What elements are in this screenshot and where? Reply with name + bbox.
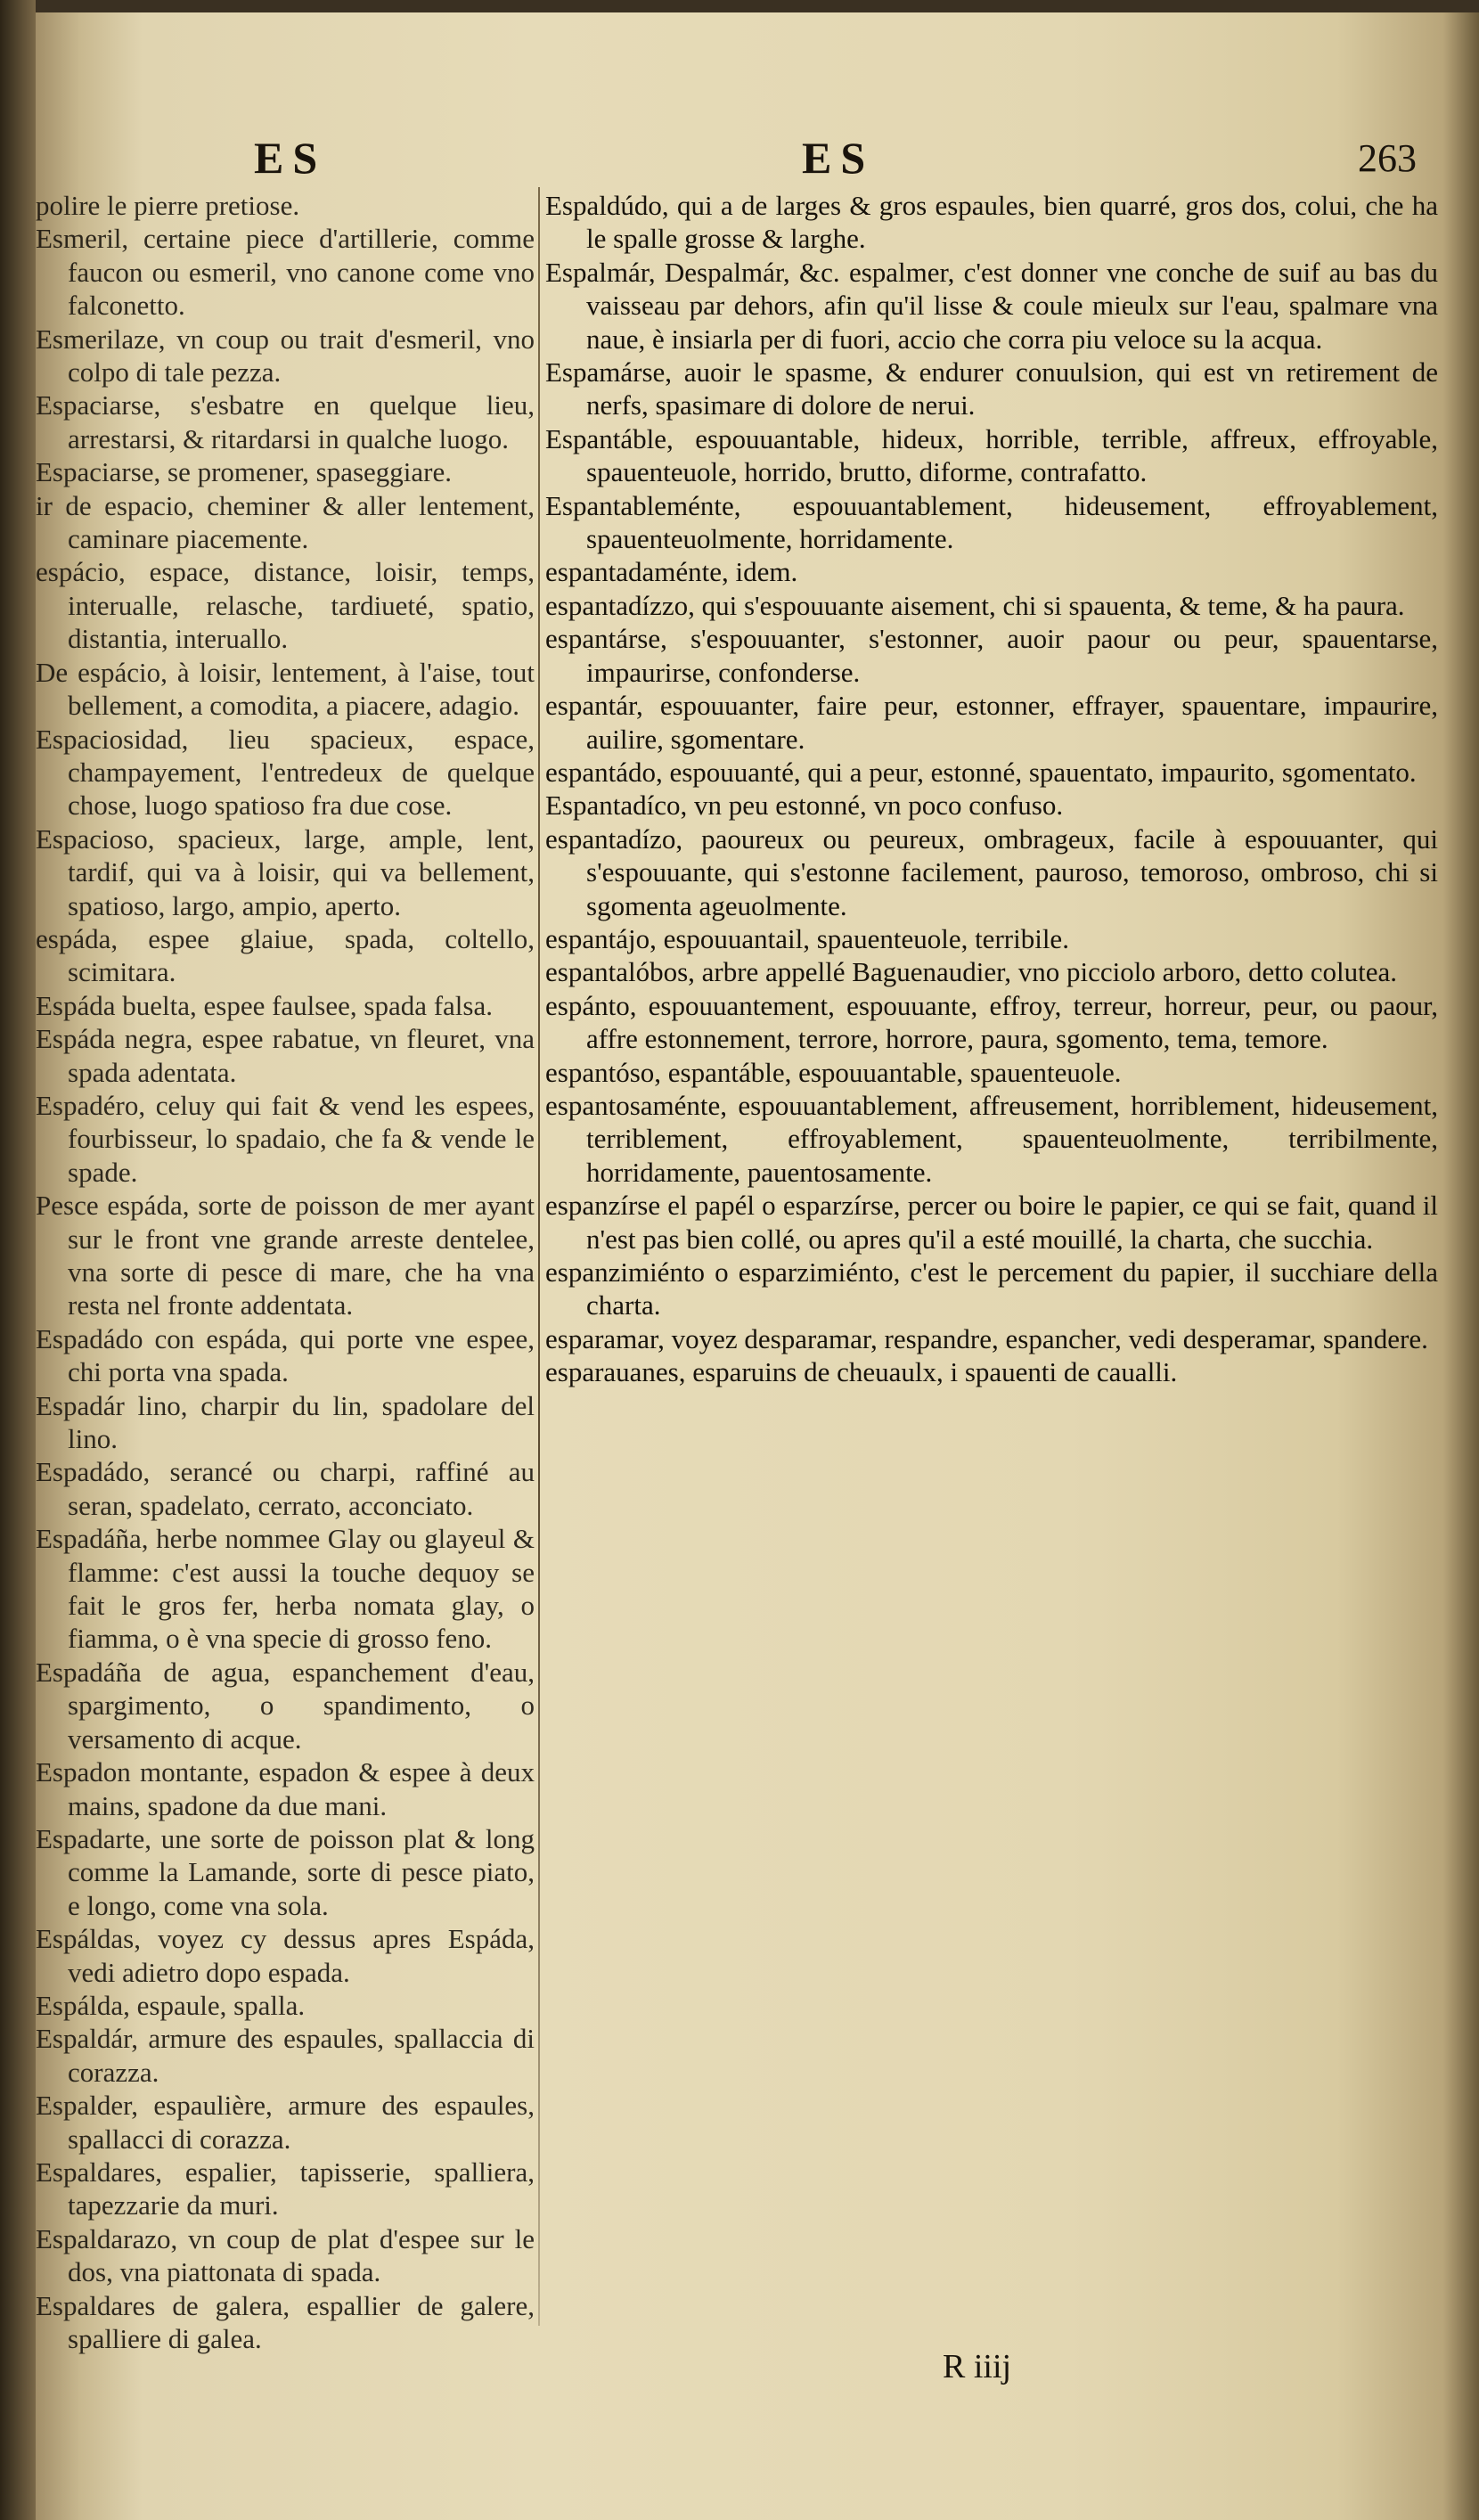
dictionary-entry: Espáldas, voyez cy dessus apres Espáda, vedi adietro dopo espada. <box>36 1923 535 1988</box>
dictionary-entry: Espadéro, celuy qui fait & vend les espees, fourbisseur, lo spadaio, che fa & vende le spade. <box>36 1089 535 1188</box>
dictionary-entry: Espadádo con espáda, qui porte vne espee, chi porta vna spada. <box>36 1322 535 1388</box>
dictionary-entry: Espaldares de galera, espallier de galere, spalliere di galea. <box>36 2289 535 2354</box>
dictionary-entry: espáda, espee glaiue, spada, coltello, scimitara. <box>36 922 535 988</box>
dictionary-entry: espantájo, espouuantail, spauenteuole, terribile. <box>545 922 1069 954</box>
dictionary-entry: espantádo, espouuanté, qui a peur, estonné, spauentato, impaurito, sgomentato. <box>545 756 1417 788</box>
dictionary-entry: espantosaménte, espouuantablement, affreusement, horriblement, hideusement, terriblement, effroyablement, spauenteuolmente, terribilmente, horridamente, pauentosamente. <box>545 1089 1438 1188</box>
dictionary-entry: Espadarte, une sorte de poisson plat & long comme la Lamande, sorte di pesce piato, e longo, come vna sola. <box>36 1822 535 1921</box>
dictionary-entry: espantadízo, paoureux ou peureux, ombrageux, facile à espouuanter, qui s'espouuante, qui s'estonne facilement, pauroso, temoroso, ombroso, chi si sgomenta ageuolmente. <box>545 822 1438 921</box>
dictionary-entry: espánto, espouuantement, espouuante, effroy, terreur, horreur, peur, ou paour, affre estonnement, terrore, horrore, paura, sgomento, tema, temore. <box>545 989 1438 1055</box>
dictionary-entry: De espácio, à loisir, lentement, à l'aise, tout bellement, a comodita, a piacere, adagio. <box>36 656 535 722</box>
dictionary-entry: Espacioso, spacieux, large, ample, lent, tardif, qui va à loisir, qui va bellement, spatioso, largo, ampio, aperto. <box>36 822 535 921</box>
dictionary-entry: esparamar, voyez desparamar, respandre, espancher, vedi desperamar, spandere. <box>545 1322 1428 1354</box>
dictionary-entry: Pesce espáda, sorte de poisson de mer ayant sur le front vne grande arreste dentelee, vna sorte di pesce di mare, che ha vna resta nel fronte addentata. <box>36 1190 535 1321</box>
dictionary-entry: espanzimiénto o esparzimiénto, c'est le percement du papier, il succhiare della charta. <box>545 1256 1438 1321</box>
running-head-center: ES <box>802 133 875 183</box>
dictionary-entry: Espantableménte, espouuantablement, hideusement, effroyablement, spauenteuolmente, horridamente. <box>545 489 1438 555</box>
dictionary-entry: Espaciarse, s'esbatre en quelque lieu, arrestarsi, & ritardarsi in qualche luogo. <box>36 389 535 454</box>
dictionary-entry: espantadaménte, idem. <box>545 556 798 588</box>
dictionary-entry: espantárse, s'espouuanter, s'estonner, auoir paour ou peur, spauentarse, impaurirse, confonderse. <box>545 623 1438 688</box>
dictionary-entry: Espantadíco, vn peu estonné, vn poco confuso. <box>545 790 1064 822</box>
column-divider <box>538 187 540 2326</box>
dictionary-entry: Espálda, espaule, spalla. <box>36 1989 306 2021</box>
dictionary-entry: espanzírse el papél o esparzírse, percer ou boire le papier, ce qui se fait, quand il n'est pas bien collé, ou apres qu'il a esté mouillé, la charta, che succhia. <box>545 1190 1438 1255</box>
dictionary-entry: Espadáña de agua, espanchement d'eau, spargimento, o spandimento, o versamento di acque. <box>36 1656 535 1755</box>
dictionary-entry: Espaciarse, se promener, spaseggiare. <box>36 456 452 488</box>
dictionary-entry: Espadáña, herbe nommee Glay ou glayeul & flamme: c'est aussi la touche dequoy se fait le gros fer, herba nomata glay, o fiamma, o è vna specie di grosso feno. <box>36 1523 535 1655</box>
dictionary-entry: espácio, espace, distance, loisir, temps, interualle, relasche, tardiueté, spatio, distantia, interuallo. <box>36 556 535 655</box>
dictionary-entry: espantóso, espantáble, espouuantable, spauenteuole. <box>545 1056 1122 1088</box>
signature-mark: R iiij <box>943 2348 1012 2385</box>
dictionary-entry: ir de espacio, cheminer & aller lentement, caminare piacemente. <box>36 489 535 555</box>
right-column <box>545 189 1438 1389</box>
binding-gutter <box>0 0 36 2520</box>
dictionary-entry: Esmerilaze, vn coup ou trait d'esmeril, vno colpo di tale pezza. <box>36 323 535 389</box>
dictionary-entry: esparauanes, esparuins de cheuaulx, i spauenti de caualli. <box>545 1356 1178 1388</box>
dictionary-entry: Espáda negra, espee rabatue, vn fleuret, vna spada adentata. <box>36 1023 535 1088</box>
dictionary-entry: Espáda buelta, espee faulsee, spada falsa. <box>36 989 493 1021</box>
dictionary-entry: Espalmár, Despalmár, &c. espalmer, c'est donner vne conche de suif au bas du vaisseau par dehors, afin qu'il lisse & coule mieulx sur l'eau, spalmare vna naue, è insiarla per di fuori, accio che corra piu veloce su la acqua. <box>545 256 1438 355</box>
dictionary-entry: Espadár lino, charpir du lin, spadolare del lino. <box>36 1389 535 1455</box>
dictionary-entry: Espaldarazo, vn coup de plat d'espee sur le dos, vna piattonata di spada. <box>36 2222 535 2288</box>
dictionary-entry: espantalóbos, arbre appellé Baguenaudier, vno picciolo arboro, detto colutea. <box>545 956 1397 988</box>
dictionary-entry: espantár, espouuanter, faire peur, estonner, effrayer, spauentare, impaurire, auilire, sgomentare. <box>545 690 1438 755</box>
dictionary-entry: Espalder, espaulière, armure des espaules, spallacci di corazza. <box>36 2090 535 2155</box>
dictionary-entry: Espaldúdo, qui a de larges & gros espaules, bien quarré, gros dos, colui, che ha le spalle grosse & larghe. <box>545 190 1438 255</box>
top-edge <box>0 0 1479 12</box>
dictionary-entry: Espaciosidad, lieu spacieux, espace, champayement, l'entredeux de quelque chose, luogo spatioso fra due cose. <box>36 723 535 822</box>
left-column <box>36 189 535 2355</box>
dictionary-entry: Espaldares, espalier, tapisserie, spalliera, tapezzarie da muri. <box>36 2156 535 2221</box>
dictionary-entry: Espadádo, serancé ou charpi, raffiné au seran, spadelato, cerrato, acconciato. <box>36 1456 535 1521</box>
dictionary-entry: polire le pierre pretiose. <box>36 190 300 221</box>
dictionary-entry: Espantáble, espouuantable, hideux, horrible, terrible, affreux, effroyable, spauenteuole, horrido, brutto, diforme, contrafatto. <box>545 422 1438 488</box>
page-number: 263 <box>1358 136 1417 180</box>
dictionary-entry: Espamárse, auoir le spasme, & endurer conuulsion, qui est vn retirement de nerfs, spasimare di dolore de nerui. <box>545 356 1438 421</box>
dictionary-entry: Espaldár, armure des espaules, spallaccia di corazza. <box>36 2023 535 2088</box>
dictionary-entry: Espadon montante, espadon & espee à deux mains, spadone da due mani. <box>36 1756 535 1821</box>
dictionary-entry: espantadízzo, qui s'espouuante aisement, chi si spauenta, & teme, & ha paura. <box>545 589 1405 621</box>
dictionary-entry: Esmeril, certaine piece d'artillerie, comme faucon ou esmeril, vno canone come vno falconetto. <box>36 223 535 322</box>
running-head-left: ES <box>254 133 327 183</box>
